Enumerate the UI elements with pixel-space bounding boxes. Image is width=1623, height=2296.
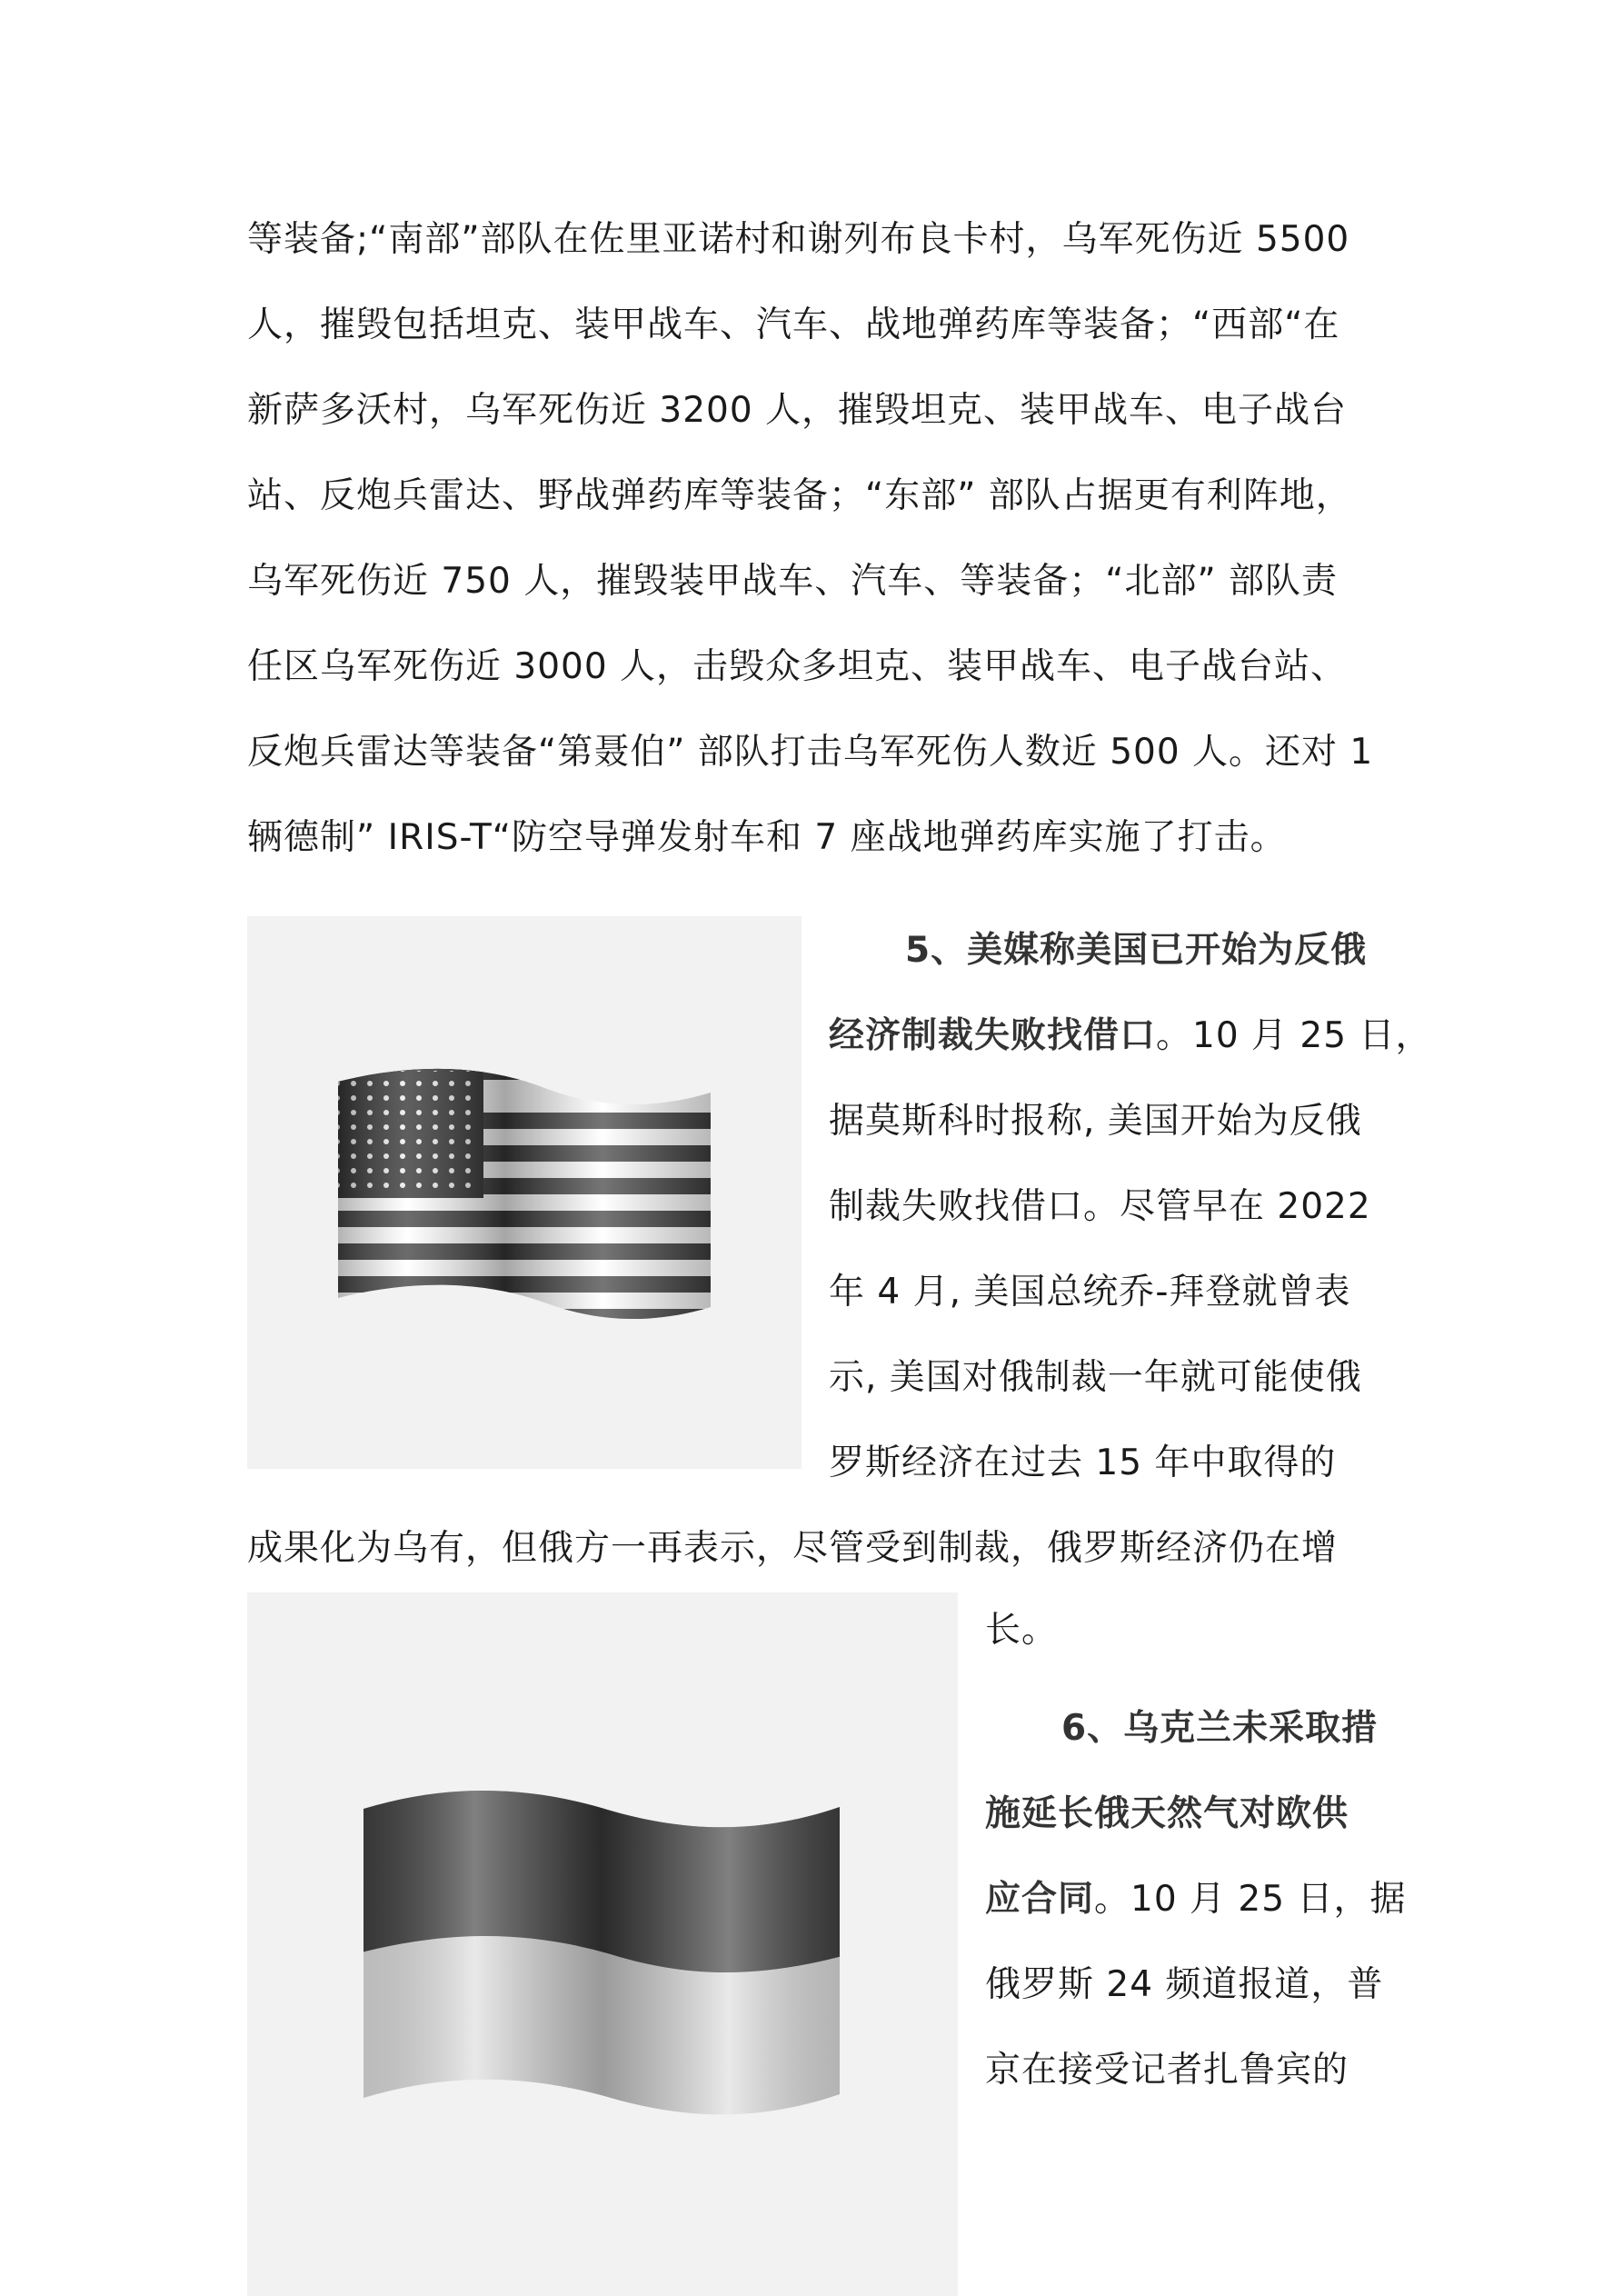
section6-heading-line3: 应合同	[985, 1879, 1095, 1920]
us-flag-image	[247, 916, 802, 1469]
section5-heading-line1: 5、美媒称美国已开始为反俄	[905, 930, 1368, 971]
section5-line: 示, 美国对俄制裁一年就可能使俄	[829, 1357, 1362, 1398]
section5-line: 罗斯经济在过去 15 年中取得的	[829, 1442, 1337, 1483]
section6-heading-line2: 施延长俄天然气对欧供	[985, 1793, 1349, 1834]
paragraph-line: 新萨多沃村，乌军死伤近 3200 人，摧毁坦克、装甲战车、电子战台	[247, 390, 1348, 431]
section6-line: 俄罗斯 24 频道报道，普	[985, 1964, 1384, 2005]
section5-date: 。10 月 25 日，	[1156, 1015, 1432, 1056]
paragraph-line: 等装备;“南部”部队在佐里亚诺村和谢列布良卡村，乌军死伤近 5500	[247, 219, 1350, 260]
section6-heading-line1: 6、乌克兰未采取措	[1061, 1708, 1379, 1749]
us-flag-icon	[247, 916, 802, 1469]
paragraph-line: 乌军死伤近 750 人，摧毁装甲战车、汽车、等装备；“北部” 部队责	[247, 561, 1339, 602]
section5-line	[829, 1011, 1431, 1062]
section5-line: 制裁失败找借口。尽管早在 2022	[829, 1186, 1371, 1227]
section5-tail: 长。	[985, 1610, 1059, 1651]
section5-full-line: 成果化为乌有，但俄方一再表示，尽管受到制裁，俄罗斯经济仍在增	[247, 1528, 1339, 1569]
section6-line	[985, 1874, 1406, 1925]
paragraph-line: 反炮兵雷达等装备“第聂伯” 部队打击乌军死伤人数近 500 人。还对 1	[247, 732, 1374, 773]
section5-line: 据莫斯科时报称, 美国开始为反俄	[829, 1101, 1362, 1142]
paragraph-line: 辆德制” IRIS-T“防空导弹发射车和 7 座战地弹药库实施了打击。	[247, 817, 1287, 858]
section5-heading-line2: 经济制裁失败找借口	[829, 1015, 1157, 1056]
section5-line: 年 4 月, 美国总统乔-拜登就曾表	[829, 1272, 1351, 1313]
paragraph-line: 任区乌军死伤近 3000 人，击毁众多坦克、装甲战车、电子战台站、	[247, 646, 1348, 687]
paragraph-line: 站、反炮兵雷达、野战弹药库等装备；“东部” 部队占据更有利阵地，	[247, 475, 1352, 516]
paragraph-line: 人，摧毁包括坦克、装甲战车、汽车、战地弹药库等装备；“西部“在	[247, 304, 1340, 345]
section6-line: 京在接受记者扎鲁宾的	[985, 2050, 1349, 2091]
section6-date: 。10 月 25 日，据	[1094, 1879, 1407, 1920]
ukraine-flag-icon	[247, 1592, 958, 2296]
ukraine-flag-image	[247, 1592, 958, 2296]
